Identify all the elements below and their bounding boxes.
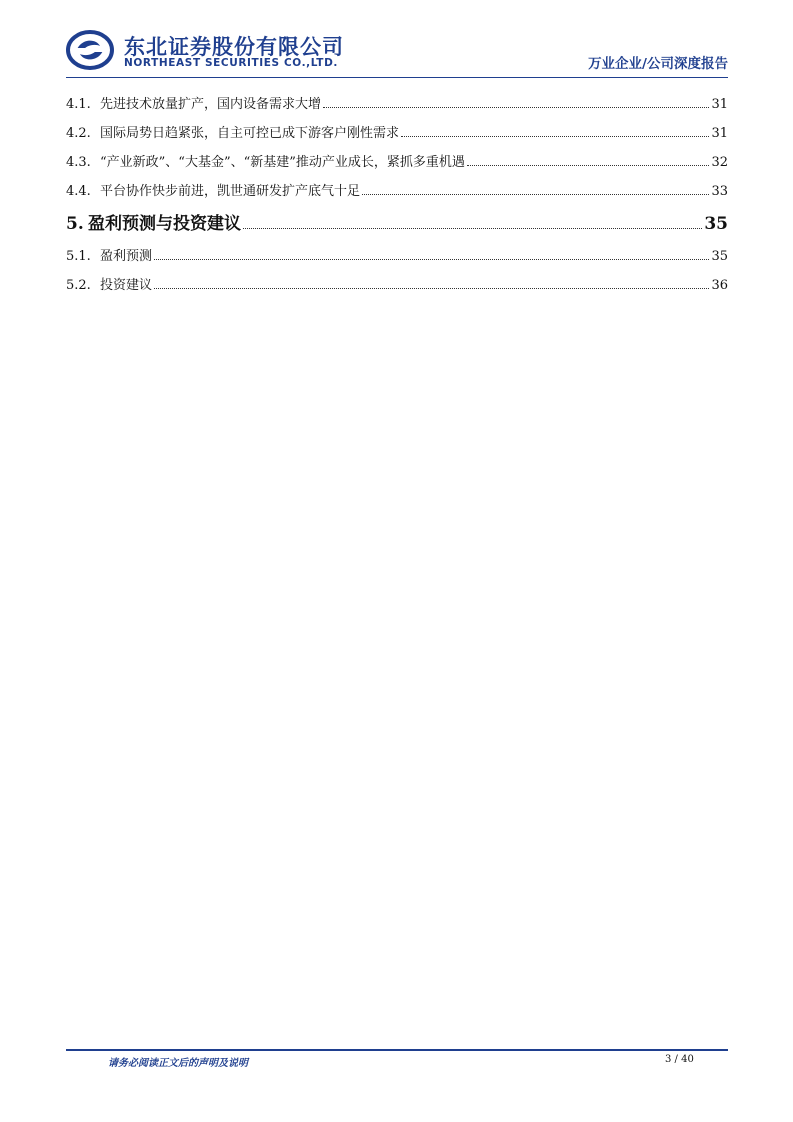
table-of-contents [66,93,728,303]
toc-entry-page: 33 [711,184,728,199]
company-name-en: NORTHEAST SECURITIES CO.,LTD. [124,57,338,69]
page-header [66,28,728,76]
report-type: 万业企业/公司深度报告 [588,56,728,72]
toc-dot-leader [154,287,709,289]
toc-dot-leader [243,227,702,229]
toc-entry-title: “产业新政”、“大基金”、“新基建”推动产业成长，紧抓多重机遇 [100,155,465,170]
toc-section-entry[interactable] [66,209,728,234]
toc-entry-page: 35 [704,214,728,234]
toc-dot-leader [154,258,709,260]
toc-entry-number: 5.2. [66,278,91,293]
toc-entry[interactable] [66,274,728,293]
toc-entry-page: 32 [711,155,728,170]
toc-entry[interactable] [66,93,728,112]
toc-entry[interactable] [66,122,728,141]
toc-entry-number: 5.1. [66,249,91,264]
toc-entry[interactable] [66,245,728,264]
toc-entry-number: 4.2. [66,126,91,141]
company-logo-icon [66,30,118,70]
toc-entry-title: 投资建议 [100,278,153,293]
toc-dot-leader [323,106,709,108]
footer-disclaimer: 请务必阅读正文后的声明及说明 [108,1058,248,1069]
toc-entry[interactable] [66,180,728,199]
page-number: 3 / 40 [665,1054,694,1065]
toc-dot-leader [362,193,709,195]
toc-entry-title: 盈利预测 [100,249,153,264]
toc-entry-title: 平台协作快步前进，凯世通研发扩产底气十足 [100,184,361,199]
toc-entry-page: 31 [711,97,728,112]
company-name-cn: 东北证券股份有限公司 [124,35,344,59]
toc-entry-page: 35 [711,249,728,264]
toc-entry-page: 36 [711,278,728,293]
toc-entry-title: 先进技术放量扩产，国内设备需求大增 [100,97,322,112]
footer-divider [66,1049,728,1051]
toc-entry-page: 31 [711,126,728,141]
toc-entry-number: 5. [66,214,84,234]
toc-entry-title: 盈利预测与投资建议 [88,214,241,234]
header-divider [66,77,728,78]
toc-entry-number: 4.4. [66,184,91,199]
toc-entry-number: 4.3. [66,155,91,170]
toc-entry-number: 4.1. [66,97,91,112]
toc-entry[interactable] [66,151,728,170]
toc-dot-leader [467,164,710,166]
toc-dot-leader [401,135,709,137]
toc-entry-title: 国际局势日趋紧张，自主可控已成下游客户刚性需求 [100,126,400,141]
